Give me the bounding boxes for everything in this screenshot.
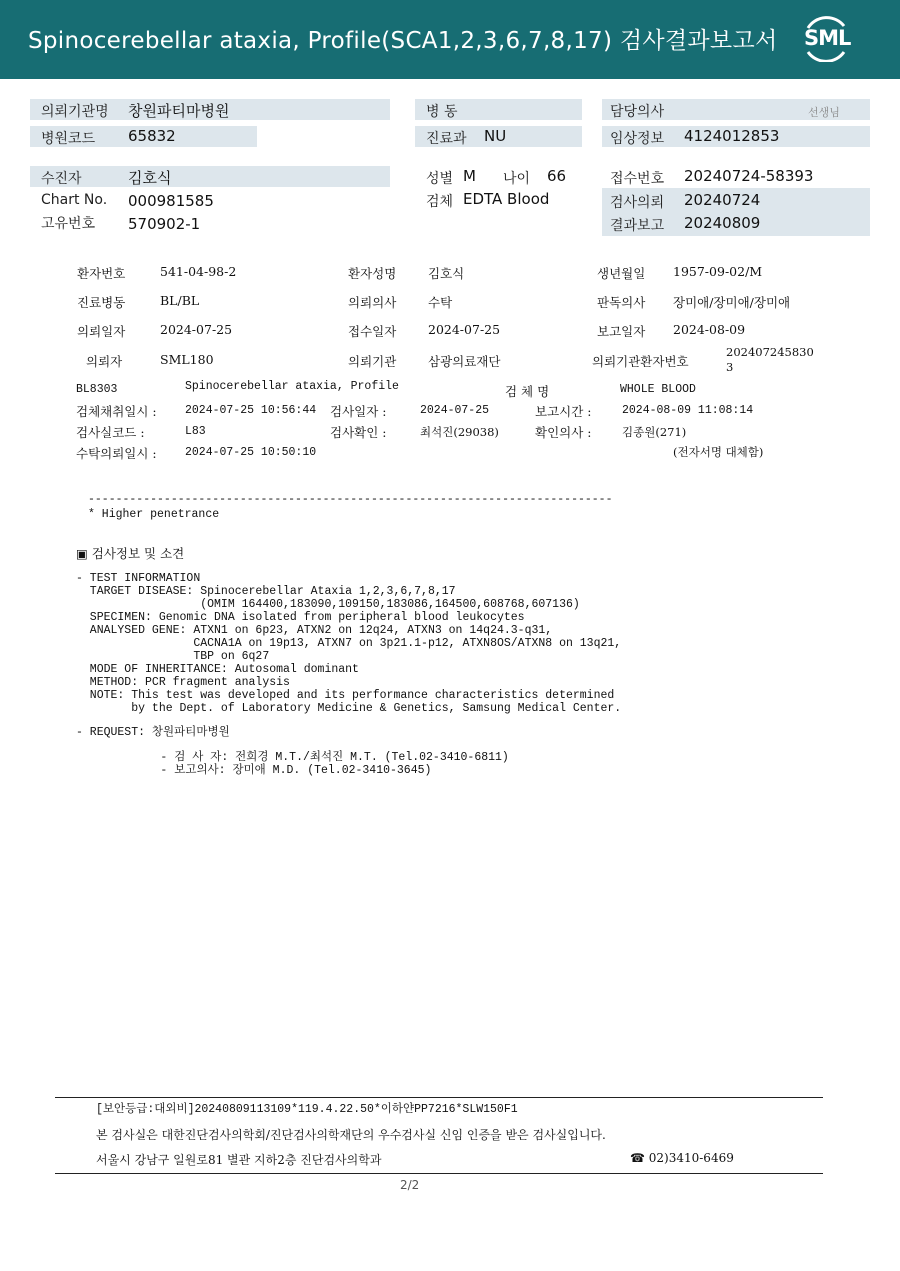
rcv-date-value: 2024-07-25 [428,322,501,337]
test-code: BL8303 [76,383,118,396]
confirm-doc-value: 김종원(271) [622,425,687,439]
institution-label: 의뢰기관명 [41,104,109,120]
dob-label: 생년월일 [597,266,646,281]
inst-pt-no-label: 의뢰기관환자번호 [592,354,689,369]
page-number: 2/2 [400,1178,420,1192]
specimen-value: EDTA Blood [463,190,550,208]
test-name: Spinocerebellar ataxia, Profile [185,380,399,393]
address-line: 서울시 강남구 일원로81 별관 지하2층 진단검사의학과 [96,1153,382,1167]
requester-value: SML180 [160,352,214,367]
esign-note: (전자서명 대체함) [673,445,764,459]
patient-label: 수진자 [41,171,82,187]
report-title: Spinocerebellar ataxia, Profile(SCA1,2,3,6,7,8,17) 검사결과보고서 [28,28,778,54]
req-inst-label: 의뢰기관 [348,354,397,369]
ward-label: 병 동 [426,104,458,120]
dob-value: 1957-09-02/M [673,264,763,279]
footer-bottom-rule [55,1173,823,1174]
pt-no-value: 541-04-98-2 [160,264,237,279]
hospital-code-value: 65832 [128,127,176,145]
hospital-code-label: 병원코드 [41,131,96,147]
spec-name-label: 검 체 명 [505,384,550,399]
sex-label: 성별 [426,171,454,187]
req-date-label: 의뢰일자 [77,324,126,339]
footer-top-rule [55,1097,823,1098]
penetrance-note: * Higher penetrance [88,508,220,521]
confirm-label: 검사확인 : [330,425,387,440]
staff-lines: - 검 사 자: 전희경 M.T./최석진 M.T. (Tel.02-3410-6811) - 보고의사: 장미애 M.D. (Tel.02-3410-3645) [160,751,509,777]
request-date-label: 검사의뢰 [610,195,665,211]
confirm-value: 최석진(29038) [420,425,499,439]
consign-value: 2024-07-25 10:50:10 [185,446,317,459]
doctor-suffix: 선생님 [808,106,840,119]
req-doc-value: 수탁 [428,295,453,310]
reader-value: 장미애/장미애/장미애 [673,295,791,310]
collect-value: 2024-07-25 10:56:44 [185,404,317,417]
dash-line: ---------------------------------------------------------------------------- [88,493,613,506]
pt-name-value: 김호식 [428,266,465,281]
security-line: [보안등급:대외비]20240809113109*119.4.22.50*이하얀PP7216*SLW150F1 [96,1103,518,1116]
rcv-date-label: 접수일자 [348,324,397,339]
inst-pt-no-value-2: 3 [726,360,734,374]
report-date-label: 결과보고 [610,218,665,234]
pt-no-label: 환자번호 [77,266,126,281]
clinical-value: 4124012853 [684,127,780,145]
inst-pt-no-value-1: 202407245830 [726,345,814,359]
rpt-date-value: 2024-08-09 [673,322,746,337]
consign-label: 수탁의뢰일시 : [76,446,157,461]
pt-name-label: 환자성명 [348,266,397,281]
confirm-doc-label: 확인의사 : [535,425,592,440]
requester-label: 의뢰자 [86,354,123,369]
req-date-value: 2024-07-25 [160,322,233,337]
patient-bar [30,166,390,187]
receipt-label: 접수번호 [610,171,665,187]
req-doc-label: 의뢰의사 [348,295,397,310]
report-time-label: 보고시간 : [535,404,592,419]
clinical-label: 임상정보 [610,131,665,147]
institution-value: 창원파티마병원 [128,102,230,120]
doctor-label: 담당의사 [610,104,665,120]
lab-code-label: 검사실코드 : [76,425,145,440]
age-label: 나이 [503,171,531,187]
req-inst-value: 삼광의료재단 [428,354,501,369]
unique-label: 고유번호 [41,216,96,232]
dept-label: 진료과 [426,131,467,147]
report-time-value: 2024-08-09 11:08:14 [622,404,754,417]
sml-logo: SML [804,26,851,50]
report-header [0,0,900,79]
test-date-value: 2024-07-25 [420,404,490,417]
cert-line: 본 검사실은 대한진단검사의학회/진단검사의학재단의 우수검사실 신임 인증을 받은 검사실입니다. [96,1128,606,1142]
patient-value: 김호식 [128,169,172,187]
spec-name-value: WHOLE BLOOD [620,383,696,396]
dept-value: NU [484,127,507,145]
ward-detail-label: 진료병동 [77,295,126,310]
request-date-value: 20240724 [684,191,761,209]
rpt-date-label: 보고일자 [597,324,646,339]
age-value: 66 [547,167,567,185]
phone-line: ☎ 02)3410-6469 [630,1151,734,1165]
chart-value: 000981585 [128,192,214,210]
request-line: - REQUEST: 창원파티마병원 [76,726,230,739]
report-date-value: 20240809 [684,214,761,232]
lab-code-value: L83 [185,425,206,438]
sex-value: M [463,167,476,185]
section-title: ▣ 검사정보 및 소견 [76,546,185,561]
unique-value: 570902-1 [128,215,201,233]
test-date-label: 검사일자 : [330,404,387,419]
reader-label: 판독의사 [597,295,646,310]
receipt-value: 20240724-58393 [684,167,814,185]
ward-detail-value: BL/BL [160,293,200,308]
collect-label: 검체채취일시 : [76,404,157,419]
specimen-label: 검체 [426,194,454,210]
chart-label: Chart No. [41,192,108,208]
test-information: - TEST INFORMATION TARGET DISEASE: Spinocerebellar Ataxia 1,2,3,6,7,8,17 (OMIM 164400,183090,109150,183086,164500,608768,607136) SPECIMEN: Genomic DNA isolated from peripheral blood leukocytes ANALYSED GENE: ATXN1 on 6p23, ATXN2 on 12q24, ATXN3 on 14q24.3-q31, CACNA1A on 19p13, ATXN7 on 3p21.1-p12, ATXN8OS/ATXN8 on 13q21, TBP on 6q27 MODE OF INHERITANCE: Autosomal dominant METHOD: PCR fragment analysis NOTE: This test was developed and its performance characteristics determined by the Dept. of Laboratory Medicine & Genetics, Samsung Medical Center. [76,572,622,715]
